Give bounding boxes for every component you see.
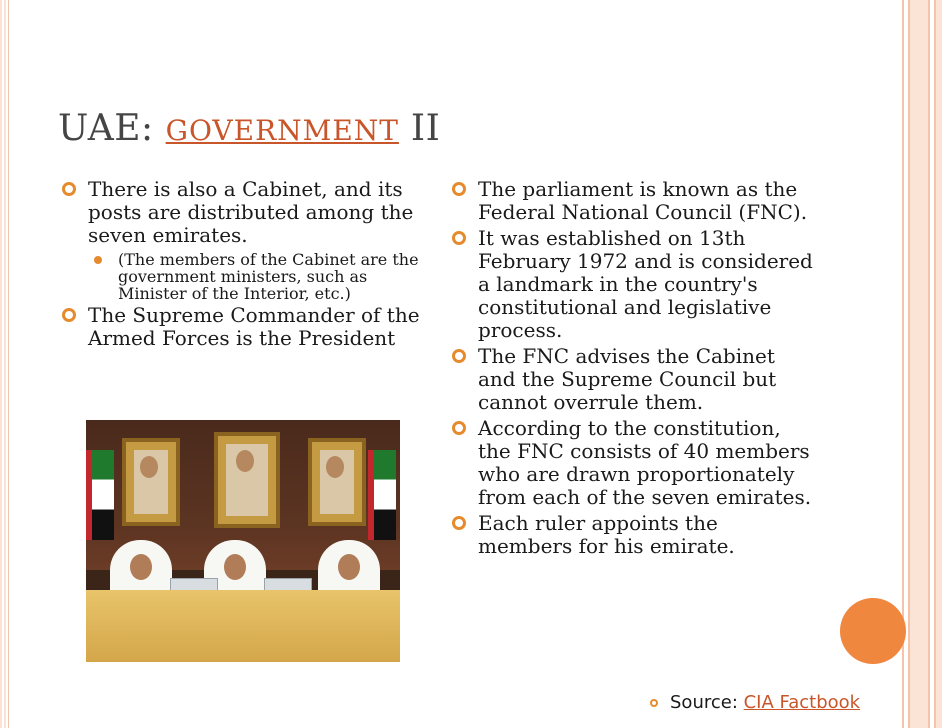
bullet-text: It was established on 13th February 1972 and is considered a landmark in the country's constitutional and legislative process.: [478, 226, 813, 342]
flag-icon: [374, 450, 396, 540]
portrait-frame: [308, 438, 366, 526]
title-emphasis: GOVERNMENT: [165, 114, 399, 147]
decorative-circle: [840, 598, 906, 664]
bullet-text: According to the constitution, the FNC consists of 40 members who are drawn proportionately from each of the seven emirates.: [478, 416, 812, 509]
bullet-icon: [452, 182, 466, 196]
left-decorative-edge: [0, 0, 9, 728]
bullet-text: The FNC advises the Cabinet and the Supreme Council but cannot overrule them.: [478, 344, 777, 414]
sub-bullet-cabinet-members: [84, 251, 422, 302]
bullet-icon: [650, 699, 658, 707]
bullet-icon: [452, 349, 466, 363]
bullet-cabinet: [62, 178, 422, 247]
bullet-icon: [62, 182, 76, 196]
bullet-text: There is also a Cabinet, and its posts are distributed among the seven emirates.: [88, 177, 414, 247]
sub-bullet-text: (The members of the Cabinet are the government ministers, such as Minister of the Interior, etc.): [118, 250, 419, 303]
bullet-advises: [452, 345, 817, 414]
bullet-icon: [452, 516, 466, 530]
bullet-text: Each ruler appoints the members for his emirate.: [478, 511, 735, 558]
bullet-fnc: [452, 178, 817, 224]
bullet-text: The parliament is known as the Federal National Council (FNC).: [478, 177, 808, 224]
slide-title: [58, 108, 440, 149]
bullet-constitution: [452, 417, 817, 509]
portrait-frame: [122, 438, 180, 526]
bullet-icon: [62, 308, 76, 322]
source-label: Source:: [670, 692, 744, 713]
cabinet-meeting-photo: [86, 420, 400, 662]
flag-icon: [92, 450, 114, 540]
title-suffix: II: [398, 108, 441, 149]
desk: [86, 590, 400, 662]
bullet-icon: [452, 231, 466, 245]
right-decorative-border: [898, 0, 942, 728]
portrait-frame: [214, 432, 280, 528]
cia-factbook-link[interactable]: CIA Factbook: [743, 692, 861, 713]
source-citation: [650, 692, 860, 713]
bullet-ruler-appoints: [452, 512, 817, 558]
title-prefix: UAE:: [58, 108, 166, 149]
bullet-icon: [452, 421, 466, 435]
right-column: [452, 178, 817, 561]
bullet-text: The Supreme Commander of the Armed Forces is the President: [88, 303, 420, 350]
sub-bullet-icon: [94, 256, 102, 264]
left-column: [62, 178, 422, 350]
bullet-supreme-commander: [62, 304, 422, 350]
bullet-established: [452, 227, 817, 342]
